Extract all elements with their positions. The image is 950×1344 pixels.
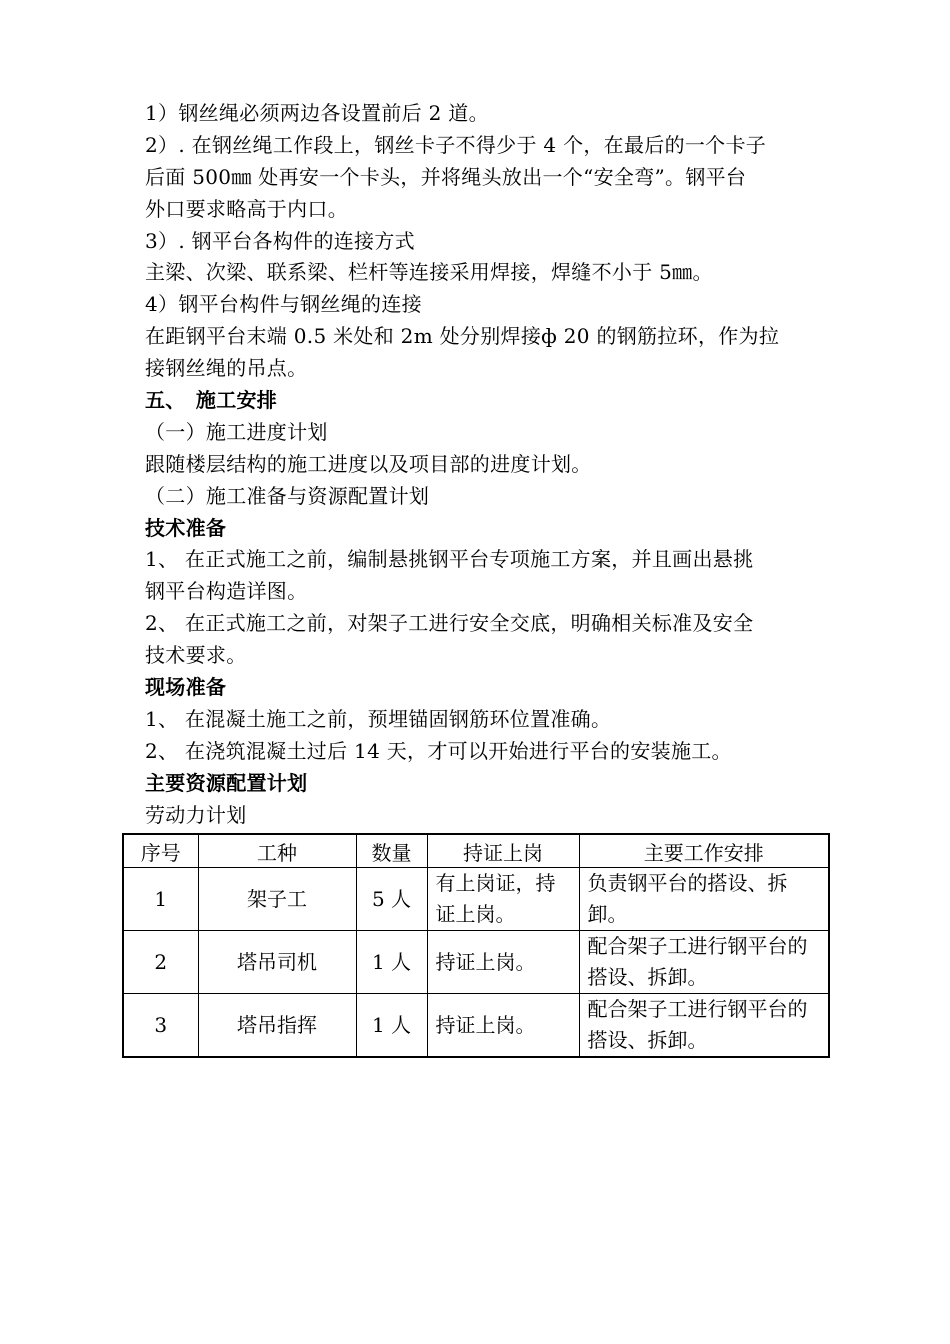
table-cell: 持证上岗。 [427,994,579,1058]
table-row [123,994,829,1058]
bold-heading: 主要资源配置计划 [145,771,308,795]
paragraph-line: 接钢丝绳的吊点。 [145,356,308,380]
paragraph-line: 技术要求。 [145,643,247,667]
paragraph-line: 1、 在混凝土施工之前，预埋锚固钢筋环位置准确。 [145,707,612,731]
header-cell: 持证上岗 [427,834,579,868]
table-cell: 1 人 [356,994,427,1058]
table-caption: 劳动力计划 [145,803,247,827]
header-cell: 数量 [356,834,427,868]
table-cell: 有上岗证，持证上岗。 [427,868,579,931]
paragraph-line: 2、 在正式施工之前，对架子工进行安全交底，明确相关标准及安全 [145,611,754,635]
paragraph-line: 主梁、次梁、联系梁、栏杆等连接采用焊接，焊缝不小于 5㎜。 [145,260,713,284]
subsection-heading: （一）施工进度计划 [145,420,328,444]
table-cell: 2 [123,931,198,994]
table-header-row [123,834,829,868]
paragraph-line: 2、 在浇筑混凝土过后 14 天，才可以开始进行平台的安装施工。 [145,739,732,763]
table-cell: 塔吊指挥 [198,994,356,1058]
table-row [123,931,829,994]
paragraph-line: 2）. 在钢丝绳工作段上，钢丝卡子不得少于 4 个，在最后的一个卡子 [145,133,767,157]
table-cell: 塔吊司机 [198,931,356,994]
table-cell: 3 [123,994,198,1058]
table-cell: 配合架子工进行钢平台的搭设、拆卸。 [579,994,829,1058]
paragraph-line: 1、 在正式施工之前，编制悬挑钢平台专项施工方案，并且画出悬挑 [145,547,754,571]
paragraph-line: 3）. 钢平台各构件的连接方式 [145,229,415,253]
paragraph-line: 1）钢丝绳必须两边各设置前后 2 道。 [145,101,489,125]
paragraph-line: 4）钢平台构件与钢丝绳的连接 [145,292,422,316]
table-cell: 1 [123,868,198,931]
bold-heading: 技术准备 [145,516,227,540]
table-cell: 5 人 [356,868,427,931]
table-row [123,868,829,931]
bold-heading: 现场准备 [145,675,227,699]
subsection-heading: （二）施工准备与资源配置计划 [145,484,430,508]
header-cell: 工种 [198,834,356,868]
paragraph-line: 跟随楼层结构的施工进度以及项目部的进度计划。 [145,452,592,476]
table-cell: 配合架子工进行钢平台的搭设、拆卸。 [579,931,829,994]
paragraph-line: 外口要求略高于内口。 [145,197,348,221]
section-heading: 五、 施工安排 [145,388,278,412]
paragraph-line: 后面 500㎜ 处再安一个卡头，并将绳头放出一个“安全弯”。钢平台 [145,165,747,189]
table-cell: 架子工 [198,868,356,931]
header-cell: 主要工作安排 [579,834,829,868]
paragraph-line: 在距钢平台末端 0.5 米处和 2m 处分别焊接ф 20 的钢筋拉环，作为拉 [145,324,780,348]
table-cell: 1 人 [356,931,427,994]
paragraph-line: 钢平台构造详图。 [145,579,308,603]
table-cell: 负责钢平台的搭设、拆卸。 [579,868,829,931]
table-cell: 持证上岗。 [427,931,579,994]
header-cell: 序号 [123,834,198,868]
labor-plan-table [122,833,830,1058]
